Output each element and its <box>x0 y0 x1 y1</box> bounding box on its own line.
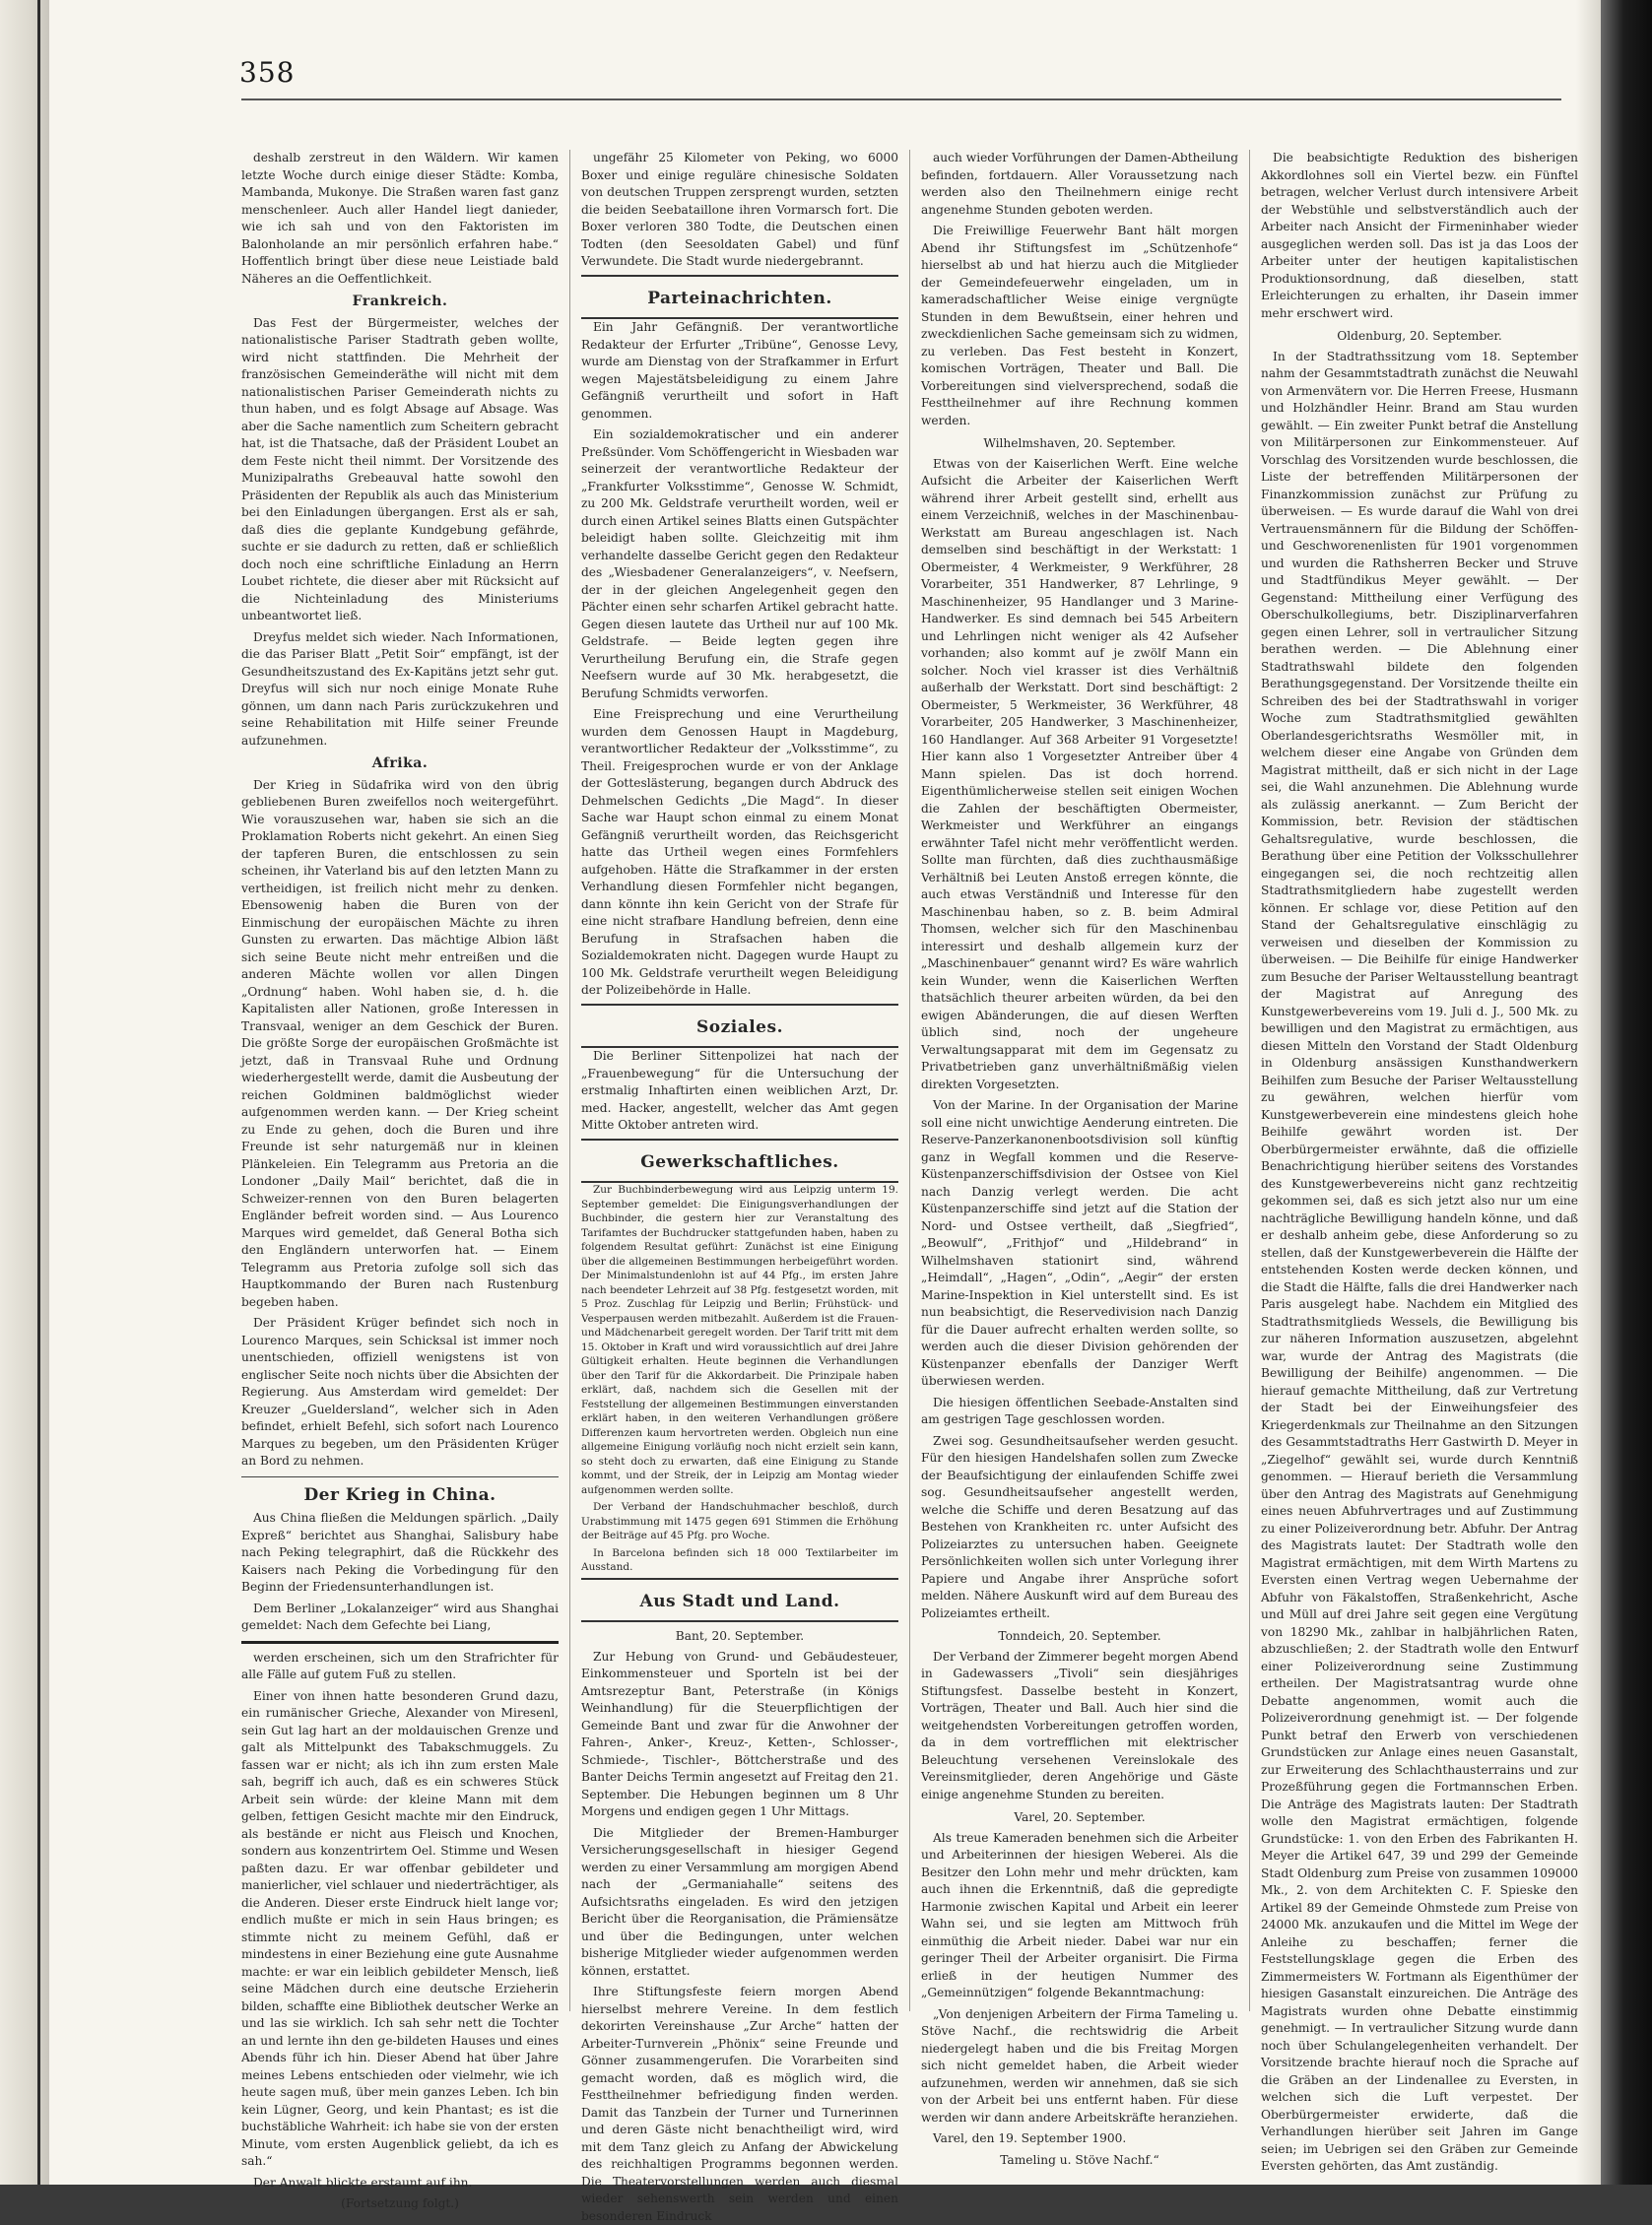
scan-dark-border <box>1601 0 1652 2185</box>
column-divider <box>569 150 570 2011</box>
column-2 <box>581 150 898 2223</box>
article-paragraph: Die Mitglieder der Bremen-Hamburger Versicherungsgesellschaft in hiesiger Gegend werden zu einer Versammlung am morgigen Abend nach der „Germaniahalle“ seitens des Aufsichtsraths eingeladen. Es wird den jetzigen Bericht über die Reorganisation, die Prämiensätze und über die Bedingungen, unter welchen bisherige Mitglieder wieder aufgenommen werden können, erstattet. <box>581 1825 898 1978</box>
signature-line: (Fortsetzung folgt.) <box>341 2196 459 2210</box>
article-paragraph: Zur Hebung von Grund- und Gebäudesteuer, Einkommensteuer und Sporteln ist bei der Amtsrezeptur Bant, Peterstraße (in Königs Weinhandlung) für die Steuerpflichtigen der Gemeinde Bant und zwar für die Anwohner der Fahren-, Anker-, Kreuz-, Ketten-, Schlosser-, Schmiede-, Tischler-, Böttcherstraße und des Banter Deichs Termin angesetzt auf Freitag den 21. September. Die Hebungen beginnen um 8 Uhr Morgens und endigen gegen 1 Uhr Mittags. <box>581 1649 898 1818</box>
article-paragraph: In Barcelona befinden sich 18 000 Textilarbeiter im Ausstand. <box>581 1546 898 1573</box>
article-paragraph: Dreyfus meldet sich wieder. Nach Informationen, die das Pariser Blatt „Petit Soir“ empfängt, ist der Gesundheitszustand des Ex-Kapitäns jetzt sehr gut. Dreyfus will sich nur noch einige Monate Ruhe gönnen, um dann nach Paris zurückzukehren und seine Rehabilitation mit Hilfe seiner Freunde aufzunehmen. <box>241 629 559 748</box>
section-heading: Soziales. <box>695 1016 783 1037</box>
dateline: Bant, 20. September. <box>675 1629 805 1643</box>
column-divider <box>1249 150 1250 2011</box>
section-heading-box <box>581 275 898 320</box>
column-divider <box>909 150 910 2011</box>
binding-gutter-line <box>37 0 40 2185</box>
article-paragraph: Dem Berliner „Lokalanzeiger“ wird aus Shanghai gemeldet: Nach dem Gefechte bei Liang, <box>241 1601 559 1632</box>
section-heading-box <box>581 1578 898 1623</box>
article-paragraph: Das Fest der Bürgermeister, welches der nationalistische Pariser Stadtrath geben wollte, wird nicht stattfinden. Die Mehrheit der französischen Gemeinderäthe will nicht mit dem nationalistischen Pariser Gemeinderath nichts zu thun haben, und es folgt Absage auf Absage. Was aber die Sache namentlich zum Scheitern gebracht hat, ist die Thatsache, daß der Präsident Loubet an dem Feste nicht theil nimmt. Der Vorsitzende des Munizipalraths Grebeauval hatte sowohl den Präsidenten der Republik als auch das Ministerium bei den Einladungen übergangen. Erst als er sah, daß dies die geplante Kundgebung gefährde, suchte er sie dadurch zu retten, daß er schließlich doch noch eine schriftliche Einladung an Herrn Loubet richtete, die dieser aber mit Rücksicht auf die Nichteinladung des Ministeriums unbeantwortet ließ. <box>241 315 559 622</box>
article-paragraph: Der Verband der Handschuhmacher beschloß, durch Urabstimmung mit 1475 gegen 691 Stimmen die Erhöhung der Beiträge auf 45 Pfg. pro Woche. <box>581 1501 898 1541</box>
article-paragraph: Der Anwalt blickte erstaunt auf ihn. <box>253 2175 473 2190</box>
section-rule <box>241 1641 559 1644</box>
dateline: Tonndeich, 20. September. <box>998 1629 1161 1643</box>
article-paragraph: In der Stadtrathssitzung vom 18. September nahm der Gesammtstadtrath zunächst die Neuwahl von Armenvätern vor. Die Herren Freese, Husmann und Holzhändler Heinr. Brand am Stau wurden gewählt. — Ein zweiter Punkt betraf die Anstellung von Militärpersonen zur Einkommensteuer. Auf Vorschlag des Vorsitzenden wurde beschlossen, die Liste der betreffenden Militärpersonen der Finanzkommission zunächst zur Prüfung zu überweisen. — Es wurde darauf die Wahl von drei Vertrauensmännern für die Bildung der Schöffen- und Geschworenenlisten für 1901 vorgenommen und wurden die Rathsherren Becker und Struve und Stadtfündikus Meyer gewählt. — Der Gegenstand: Mittheilung einer Verfügung des Oberschulkollegiums, betr. Disziplinarverfahren gegen einen Lehrer, soll in vertraulicher Sitzung berathen werden. — Die Ablehnung einer Stadtrathswahl bildete den folgenden Berathungsgegenstand. Der Vorsitzende theilte ein Schreiben des bei der Stadtrathswahl in voriger Woche zum Stadtrathsmitglied gewählten Oberlandesgerichtsraths Wesmöller mit, in welchem dieser eine Angabe von Gründen dem Magistrat mittheilt, daß er sich nicht in der Lage sei, die Wahl anzunehmen. Die Ablehnung wurde als zulässig anerkannt. — Zum Bericht der Kommission, betr. Revision der städtischen Gehaltsregulative, wurde beschlossen, die Berathung über eine Petition der Volksschullehrer eingegangen sei, die noch rechtzeitig allen Stadtrathsmitgliedern habe zugestellt werden können. Er schlage vor, diese Petition auf den Stand der Gehaltsregulative einschlägig zu verweisen und dieselben der Kommission zu überweisen. — Die Beihilfe für einige Handwerker zum Besuche der Pariser Weltausstellung beantragt der Magistrat auf Anregung des Kunstgewerbevereins vom 19. Juli d. J., 500 Mk. zu bewilligen und den Magistrat zu ermächtigen, aus diesen Mitteln den Vorstand der Stadt Oldenburg in Oldenburg ansässigen Kunsthandwerkern Beihilfen zum Besuche der Pariser Weltausstellung zu gewähren, welchen hierfür vom Kunstgewerbeverein eine mindestens gleich hohe Beihilfe gewährt worden ist. Der Oberbürgermeister erwähnte, daß die offizielle Benachrichtigung hierüber seitens des Vorstandes des Kunstgewerbevereins nicht ganz rechtzeitig gekommen sei, daß es sich jetzt also nur um eine nachträgliche Bewilligung handeln könne, und daß er deshalb anheim gebe, diese Anforderung so zu stellen, daß der Kunstgewerbeverein die Hälfte der entstehenden Kosten werde decken können, und die Stadt die Hälfte, falls die drei Handwerker nach Paris ausgelegt habe. Nachdem ein Mitglied des Stadtrathsmitglieds Wessels, die Bewilligung bis zur näheren Information auszusetzen, abgelehnt war, wurde der Antrag des Magistrats (die Bewilligung der Beihilfe) angenommen. — Die hierauf gemachte Mittheilung, daß zur Vertretung der Stadt bei der Einweihungsfeier des Kriegerdenkmals zur Theilnahme an den Sitzungen des Gesammtstadtraths Herr Gastwirth D. Meyer in „Ziegelhof“ gewählt sei, wurde durch Kenntniß genommen. — Hierauf berieth die Versammlung über den Antrag des Magistrats auf Genehmigung eines neuen Abfuhrvertrages und auf Zustimmung zu einer Polizeiverordnung betr. Abfuhr. Der Antrag des Magistrats lautet: Der Stadtrath wolle den Magistrat ermächtigen, mit dem Wirth Martens zu Eversten einen Vertrag wegen Uebernahme der Abfuhr von Fäkalstoffen, Straßenkehricht, Asche und Müll auf drei Jahre seit gegen eine Vergütung von 18290 Mk., zahlbar in halbjährlichen Raten, abzuschließen; 2. der Stadtrath wolle den Entwurf einer Polizeiverordnung seine Zustimmung ertheilen. Der Magistratsantrag wurde ohne Debatte angenommen, womit auch die Polizeiverordnung genehmigt ist. — Der folgende Punkt betraf den Erwerb von verschiedenen Grundstücken zur Anlage eines neuen Gasanstalt, zur Erweiterung des Schlachthausterrains und zur Prozeßführung gegen die Fortmannschen Erben. Die Anträge des Magistrats lauten: Der Stadtrath wolle den Magistrat ermächtigen, folgende Grundstücke: 1. von den Erben des Fabrikanten H. Meyer die Artikel 647, 39 und 299 der Gemeinde Stadt Oldenburg zum Preise von zusammen 109000 Mk., 2. von dem Architekten C. F. Spieske den Artikel 89 der Gemeinde Ohmstede zum Preise von 24000 Mk. anzukaufen und die Mittel im Wege der Anleihe zu beschaffen; ferner die Feststellungsklage gegen die Erben des Zimmermeisters W. Fortmann als Eigenthümer der hiesigen Gasanstalt einzureichen. Die Anträge des Magistrats wurden ohne Debatte einstimmig genehmigt. — In vertraulicher Sitzung wurde dann noch über Schulangelegenheiten verhandelt. Der Vorsitzende brachte hierauf noch die Sprache auf die Gräben an der Lindenallee zu Eversten, in welchen sich die Luft verpestet. Der Oberbürgermeister erwiderte, daß die Verhandlungen hierüber seit Jahren im Gange seien; im Uebrigen sei den Gräben zur Gemeinde Eversten gehörten, das Amt zuständig. <box>1261 349 1578 2173</box>
article-paragraph: Der Präsident Krüger befindet sich noch in Lourenco Marques, sein Schicksal ist immer noch unentschieden, offiziell wenigstens ist von englischer Seite noch nichts über die Absichten der Regierung. Aus Amsterdam wird gemeldet: Der Kreuzer „Gueldersland“, welcher sich in Aden befindet, erhielt Befehl, sich sofort nach Lourenco Marques zu begeben, um den Präsidenten Krüger an Bord zu nehmen. <box>241 1316 559 1468</box>
section-heading: Gewerkschaftliches. <box>640 1151 839 1172</box>
article-paragraph: auch wieder Vorführungen der Damen-Abtheilung befinden, fortdauern. Aller Voraussetzung nach werden also den Theilnehmern einige recht angenehme Stunden geboten werden. <box>921 151 1238 217</box>
article-paragraph: Der Krieg in Südafrika wird von den übrig gebliebenen Buren zweifellos noch weitergeführt. Wie vorauszusehen war, haben sie sich an die Proklamation Roberts nicht gekehrt. An einen Sieg der tapferen Buren, die entschlossen zu sein scheinen, ihr Vaterland bis auf den letzten Mann zu vertheidigen, ist freilich nicht mehr zu denken. Ebensowenig haben die Buren von der Einmischung der europäischen Mächte zu ihren Gunsten zu erwarten. Das mächtige Albion läßt sich seine Beute nicht mehr entreißen und die anderen Mächte wollen vor allen Dingen „Ordnung“ haben. Wohl haben sie, d. h. die Kapitalisten aller Nationen, große Interessen in Transvaal, weniger an dem Geschick der Buren. Die größte Sorge der europäischen Großmächte ist jetzt, daß in Transvaal Ruhe und Ordnung wiederhergestellt werde, damit die Ausbeutung der reichen Goldminen baldmöglichst wieder aufgenommen werden kann. — Der Krieg scheint zu Ende zu gehen, doch die Buren und ihre Freunde ist sehr naturgemäß nur in kleinen Plänkeleien. Ein Telegramm aus Pretoria an die Londoner „Daily Mail“ berichtet, daß die in Schweizer-rennen von den Buren belagerten Engländer befreit worden sind. — Aus Lourenco Marques wird gemeldet, daß General Botha sich den Engländern unterworfen hat. — Einem Telegramm aus Pretoria zufolge soll sich das Hauptkommando der Buren nach Rustenburg begeben haben. <box>241 777 559 1309</box>
article-paragraph: Von der Marine. In der Organisation der Marine soll eine nicht unwichtige Aenderung eintreten. Die Reserve-Panzerkanonenbootsdivision soll künftig ganz in Wegfall kommen und die Reserve-Küstenpanzerschiffsdivision der Ostsee von Kiel nach Danzig verlegt werden. Die acht Küstenpanzerschiffe sind jetzt auf die Station der Nord- und Ostsee vertheilt, daß „Siegfried“, „Beowulf“, „Frithjof“ und „Hildebrand“ in Wilhelmshaven stationirt sind, während „Heimdall“, „Hagen“, „Odin“, „Aegir“ der ersten Marine-Inspektion in Kiel unterstellt sind. Es ist nun beabsichtigt, die Reservedivision nach Danzig für die Dauer aufrecht erhalten werden sollte, so werden auch die dieser Division gehörenden der Küstenpanzer ebenfalls der Danziger Werft überwiesen werden. <box>921 1098 1238 1388</box>
page-number: 358 <box>239 56 296 89</box>
column-4 <box>1261 150 1578 2173</box>
article-paragraph: Etwas von der Kaiserlichen Werft. Eine welche Aufsicht die Arbeiter der Kaiserlichen Werft während ihrer Arbeit gestellt sind, erhellt aus einem Verzeichniß, welches in der Maschinenbau-Werkstatt am Bureau angeschlagen ist. Nach demselben sind beschäftigt in der Werkstatt: 1 Obermeister, 4 Werkmeister, 9 Werkführer, 28 Vorarbeiter, 351 Handwerker, 87 Lehrlinge, 9 Maschinenheizer, 95 Handlanger und 3 Marine-Handwerker. Es sind demnach bei 545 Arbeitern und Lehrlingen nicht weniger als 42 Aufseher vorhanden; also kommt auf je zwölf Mann ein solcher. Noch viel krasser ist dies Verhältniß außerhalb der Werkstatt. Dort sind beschäftigt: 2 Obermeister, 5 Werkmeister, 36 Werkführer, 48 Vorarbeiter, 205 Handwerker, 3 Maschinenheizer, 160 Handlanger. Auf 368 Arbeiter 91 Vorgesetzte! Hier kann also 1 Vorgesetzter Antreiber über 4 Mann spielen. Das ist doch horrend. Eigenthümlicherweise stellen seit einigen Wochen die Zahlen der beschäftigten Obermeister, Werkmeister und Werkführer an eingangs erwähnter Tafel nicht mehr veröffentlicht werden. Sollte man fürchten, daß dies zuchthausmäßige Verhältniß bei Leuten Anstoß erregen könnte, die auch etwas Verständniß und Interesse für den Maschinenbau haben, so z. B. beim Admiral Thomsen, welcher sich für den Maschinenbau interessirt und deshalb allgemein kurz der „Maschinenbauer“ genannt wird? Es wäre wahrlich kein Wunder, wenn die Kaiserlichen Werften thatsächlich theurer arbeiten würden, da bei den ewigen Abänderungen, die auf diesen Werften üblich sind, noch der ungeheure Verwaltungsapparat mit dem im Gegensatz zu Privatbetrieben ganz unverhältnißmäßig vielen direkten Vorgesetzten. <box>921 456 1238 1091</box>
book-binding <box>0 0 49 2185</box>
article-paragraph: Ein Jahr Gefängniß. Der verantwortliche Redakteur der Erfurter „Tribüne“, Genosse Levy, wurde am Dienstag von der Strafkammer in Erfurt wegen Majestätsbeleidigung zu einem Jahre Gefängniß verurtheilt und sofort in Haft genommen. <box>581 320 898 421</box>
section-heading-box <box>581 1139 898 1184</box>
section-heading: Afrika. <box>371 755 429 771</box>
article-paragraph: Die Berliner Sittenpolizei hat nach der „Frauenbewegung“ für die Untersuchung der erstmalig Inhaftirten einen weiblichen Arzt, Dr. med. Hacker, angestellt, welcher das Amt gegen Mitte Oktober antreten wird. <box>581 1049 898 1132</box>
article-paragraph: „Von denjenigen Arbeitern der Firma Tameling u. Stöve Nachf., die rechtswidrig die Arbeit niedergelegt haben und die bis Freitag Morgen sich nicht gemeldet haben, die Arbeit wieder aufzunehmen, werden wir annehmen, daß sie sich von der Arbeit bei uns entfernt haben. Für diese werden wir dann andere Arbeitskräfte heranziehen. <box>921 2006 1238 2125</box>
column-3 <box>921 150 1238 2167</box>
section-rule <box>241 1476 559 1477</box>
article-paragraph: Die beabsichtigte Reduktion des bisherigen Akkordlohnes soll ein Viertel bezw. ein Fünftel betragen, welcher Verlust durch intensivere Arbeit der Webstühle und selbstverständlich auch der Arbeiter nach Ansicht der Firmeninhaber wieder ausgeglichen werden soll. Das ist ja das Loos der Arbeiter unter der heutigen kapitalistischen Produktionsordnung, daß dieselben, statt Erleichterungen zu erhalten, ihr Dasein immer mehr erschwert wird. <box>1261 151 1578 320</box>
article-paragraph: Zwei sog. Gesundheitsaufseher werden gesucht. Für den hiesigen Handelshafen sollen zum Zwecke der Beaufsichtigung der einlaufenden Schiffe zwei sog. Gesundheitsaufseher angestellt werden, welche die Schiffe und deren Besatzung auf das Bestehen von Krankheiten rc. unter Aufsicht des Polizeiarztes zu untersuchen haben. Geeignete Persönlichkeiten wollen sich unter Vorlegung ihrer Papiere und Angabe ihrer Ansprüche sofort melden. Nähere Auskunft wird auf dem Bureau des Polizeiamtes ertheilt. <box>921 1433 1238 1620</box>
header-rule <box>241 98 1561 100</box>
article-paragraph: Die Freiwillige Feuerwehr Bant hält morgen Abend ihr Stiftungsfest im „Schützenhofe“ hierselbst ab und hat hierzu auch die Mitglieder der Gemeindefeuerwehr eingeladen, um in kameradschaftlicher Weise einige vergnügte Stunden in dem Bewußtsein, einer hehren und zweckdienlichen Sache gemeinsam sich zu widmen, zu verleben. Das Fest besteht in Konzert, komischen Vorträgen, Theater und Ball. Die Vorbereitungen sind vielversprechend, sodaß die Festtheilnehmer auf ihre Rechnung kommen werden. <box>921 224 1238 427</box>
section-heading-box <box>581 1004 898 1049</box>
article-paragraph: Zur Buchbinderbewegung wird aus Leipzig unterm 19. September gemeldet: Die Einigungsverhandlungen der Buchbinder, die gestern hier zur Veranstaltung des Tarifamtes der Buchdrucker stattgefunden haben, haben zu folgendem Resultat geführt: Zunächst ist eine Einigung über die allgemeinen Bestimmungen herbeigeführt worden. Der Minimalstundenlohn ist auf 44 Pfg., im ersten Jahre nach beendeter Lehrzeit auf 38 Pfg. festgesetzt worden, mit 5 Proz. Zuschlag für Leipzig und Berlin; Frühstück- und Vesperpausen werden mitbezahlt. Außerdem ist die Frauen- und Mädchenarbeit geregelt worden. Der Tarif tritt mit dem 15. Oktober in Kraft und wird voraussichtlich auf drei Jahre Gültigkeit erhalten. Heute beginnen die Verhandlungen über den Tarif für die Akkordarbeit. Die Prinzipale haben erklärt, daß, nachdem sich die Gesellen mit der Feststellung der allgemeinen Bestimmungen einverstanden erklärt haben, in den weiteren Verhandlungen größere Differenzen kaum hervortreten werden. Obgleich nun eine allgemeine Einigung vorläufig noch nicht erzielt sein kann, so steht doch zu erwarten, daß eine Einigung zu Stande kommt, und der Streik, der in Leipzig am Montag wieder aufgenommen werden sollte. <box>581 1184 898 1496</box>
section-heading: Frankreich. <box>352 294 448 309</box>
section-heading: Parteinachrichten. <box>647 288 832 308</box>
dateline: Oldenburg, 20. September. <box>1337 329 1502 343</box>
section-heading: Aus Stadt und Land. <box>639 1591 840 1611</box>
article-paragraph: ungefähr 25 Kilometer von Peking, wo 6000 Boxer und einige reguläre chinesische Soldaten von deutschen Truppen zersprengt wurden, setzten die beiden Seebataillone ihren Vormarsch fort. Die Boxer verloren 380 Todte, die Deutschen einen Todten (den Seesoldaten Gabel) und fünf Verwundete. Die Stadt wurde niedergebrannt. <box>581 151 898 268</box>
article-paragraph: Varel, den 19. September 1900. <box>933 2131 1127 2145</box>
column-1 <box>241 150 559 2210</box>
section-heading: Der Krieg in China. <box>303 1484 496 1505</box>
dateline: Varel, 20. September. <box>1014 1810 1146 1824</box>
article-paragraph: Einer von ihnen hatte besonderen Grund dazu, ein rumänischer Grieche, Alexander von Miresenl, sein Gut lag hart an der moldauischen Grenze und galt als Mittelpunkt des Tabakschmuggels. Zu fassen war er nicht; als ich ihn zum ersten Male sah, begriff ich auch, daß es ein schweres Stück Arbeit sein würde: der kleine Mann mit dem gelben, fettigen Gesicht machte mir den Eindruck, als bestände er nicht aus Fleisch und Knochen, sondern aus konzentrirtem Oel. Stimme und Wesen paßten dazu. Er war offenbar gebildeter und manierlicher, viel schlauer und niederträchtiger, als die Anderen. Dieser erste Eindruck hielt lange vor; endlich mußte er mich in sein Haus bringen; es stimmte nicht zu meinem Gefühl, daß er mindestens in einer Beziehung eine gute Ausnahme machte: er war ein leiblich gebildeter Mensch, ließ seine Mädchen durch eine deutsche Erzieherin bilden, schaffte eine Bibliothek deutscher Werke an und las sie wirklich. Ich sah sehr nett die Tochter an und lernte ihn den ge-bildeten Hauses und eines Abends führ ich hin. Dieser Abend hat über Jahre meines Lebens entschieden oder vielmehr, wie ich heute sagen muß, über mein ganzes Leben. Ich bin kein Lügner, Georg, und kein Phantast; es ist die buchstäbliche Wahrheit: ich habe sie von der ersten Minute, vom ersten Augenblick geliebt, da ich es sah.“ <box>241 1688 559 2168</box>
article-paragraph: Als treue Kameraden benehmen sich die Arbeiter und Arbeiterinnen der hiesigen Weberei. Als die Besitzer den Lohn mehr und mehr drückten, kam auch ihnen die Erkenntniß, daß die gepredigte Harmonie zwischen Kapital und Arbeit ein leerer Wahn sei, und sie legten am Mittwoch früh einmüthig die Arbeit nieder. Dabei war nur ein geringer Theil der Arbeiter organisirt. Die Firma erließ in der heutigen Nummer des „Gemeinnützigen“ folgende Bekanntmachung: <box>921 1830 1238 1999</box>
article-paragraph: Ein sozialdemokratischer und ein anderer Preßsünder. Vom Schöffengericht in Wiesbaden war seinerzeit der verantwortliche Redakteur der „Frankfurter Volksstimme“, Genosse W. Schmidt, zu 200 Mk. Geldstrafe verurtheilt worden, weil er durch einen Artikel seines Blatts einen Gutspächter beleidigt haben sollte. Gleichzeitig mit ihm verhandelte dasselbe Gericht gegen den Redakteur des „Wiesbadener Generalanzeigers“, v. Neefsern, der in der gleichen Angelegenheit gegen den Pächter einen sehr scharfen Artikel gebracht hatte. Gegen diesen lautete das Urtheil nur auf 100 Mk. Geldstrafe. — Beide legten gegen ihre Verurtheilung Berufung ein, die Strafe gegen Neefsern wurde auf 30 Mk. herabgesetzt, die Berufung Schmidts verworfen. <box>581 427 898 700</box>
page-edge-shadow <box>1576 0 1601 2185</box>
article-paragraph: Eine Freisprechung und eine Verurtheilung wurden dem Genossen Haupt in Magdeburg, verantwortlicher Redakteur der „Volksstimme“, zu Theil. Freigesprochen wurde er von der Anklage der Gotteslästerung, begangen durch Abdruck des Dehmelschen Gedichts „Die Magd“. In dieser Sache war Haupt schon einmal zu einem Monat Gefängniß verurtheilt worden, das Reichsgericht hatte das Urtheil wegen eines Formfehlers aufgehoben. Hätte die Strafkammer in der ersten Verhandlung diesen Formfehler nicht begangen, dann könnte ihn kein Gericht von der Strafe für eine nicht strafbare Handlung befreien, denn eine Berufung in Strafsachen haben die Sozialdemokraten nicht. Dagegen wurde Haupt zu 100 Mk. Geldstrafe verurtheilt wegen Beleidigung der Polizeibehörde in Halle. <box>581 707 898 997</box>
dateline: Wilhelmshaven, 20. September. <box>983 436 1176 450</box>
article-paragraph: Die hiesigen öffentlichen Seebade-Anstalten sind am gestrigen Tage geschlossen worden. <box>921 1395 1238 1426</box>
article-paragraph: werden erscheinen, sich um den Strafrichter für alle Fälle auf gutem Fuß zu stellen. <box>241 1650 559 1681</box>
signature-line: Tameling u. Stöve Nachf.“ <box>1000 2152 1159 2167</box>
article-paragraph: deshalb zerstreut in den Wäldern. Wir kamen letzte Woche durch einige dieser Städte: Komba, Mambanda, Mukonye. Die Straßen waren fast ganz menschenleer. Auch aller Handel liegt danieder, wie ich sah und von den Faktoristen im Balonholande an mir persönlich erfahren habe.“ Hoffentlich bringt über diese neue Leistiade bald Näheres an die Oeffentlichkeit. <box>241 151 559 286</box>
article-paragraph: Der Verband der Zimmerer begeht morgen Abend in Gadewassers „Tivoli“ sein diesjähriges Stiftungsfest. Dasselbe besteht in Konzert, Vorträgen, Theater und Ball. Auch hier sind die weitgehendsten Vorbereitungen getroffen worden, da in dem vortrefflichen mit elektrischer Beleuchtung versehenen Vereinslokale des Vereinsmitglieder, deren Angehörige und Gäste einige angenehme Stunden zu bereiten. <box>921 1649 1238 1801</box>
article-paragraph: Aus China fließen die Meldungen spärlich. „Daily Expreß“ berichtet aus Shanghai, Salisbury habe nach Peking telegraphirt, daß die Rückkehr des Kaisers nach Peking die Vorbedingung für den Beginn der Friedensunterhandlungen ist. <box>241 1511 559 1594</box>
article-paragraph: Ihre Stiftungsfeste feiern morgen Abend hierselbst mehrere Vereine. In dem festlich dekorirten Vereinshause „Zur Arche“ hatten der Arbeiter-Turnverein „Phönix“ seine Freunde und Gönner zusammengerufen. Die Vorarbeiten sind gemacht worden, daß es möglich wird, die Festtheilnehmer befriedigung finden werden. Damit das Tanzbein der Turner und Turnerinnen und deren Gäste nicht benachtheiligt wird, wird mit dem Tanz gleich zu Anfang der Abwickelung des reichhaltigen Programms begonnen werden. Die Theatervorstellungen werden auch diesmal wieder sehenswerth sein werden und einen besonderen Eindruck <box>581 1985 898 2223</box>
